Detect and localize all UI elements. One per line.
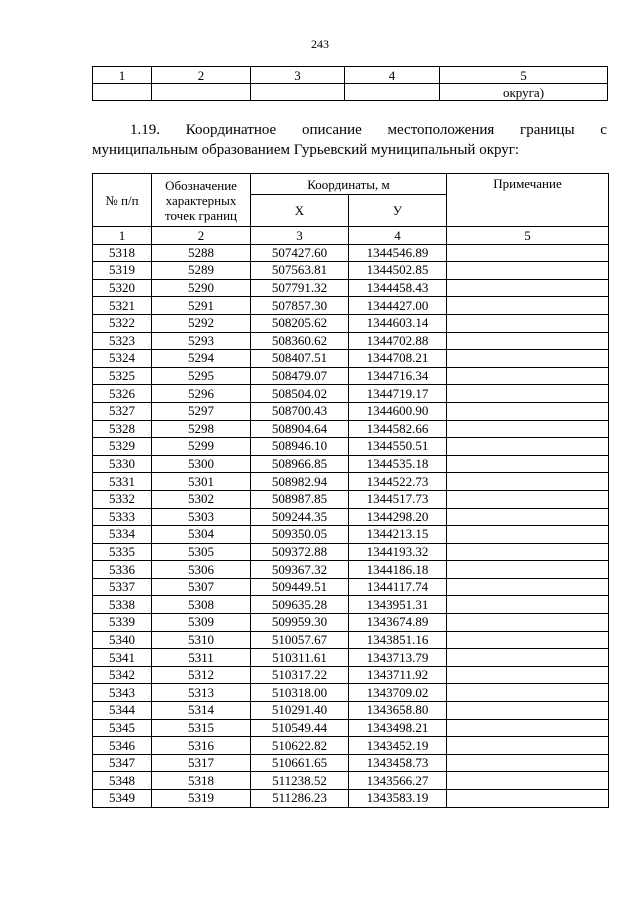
x-coordinate-cell: 510291.40 <box>251 702 349 720</box>
point-designation-cell: 5318 <box>152 772 251 790</box>
point-designation-cell: 5288 <box>152 244 251 262</box>
table-row <box>93 262 609 280</box>
note-cell <box>447 402 609 420</box>
y-coordinate-cell: 1343709.02 <box>349 684 447 702</box>
x-coordinate-cell: 508904.64 <box>251 420 349 438</box>
x-coordinate-cell: 510057.67 <box>251 631 349 649</box>
point-designation-cell: 5304 <box>152 526 251 544</box>
point-designation-cell: 5305 <box>152 543 251 561</box>
x-coordinate-cell: 507857.30 <box>251 297 349 315</box>
table-row <box>93 737 609 755</box>
point-number-cell: 5320 <box>93 279 152 297</box>
coordinates-table <box>92 173 609 808</box>
column-number: 3 <box>251 227 349 245</box>
y-coordinate-cell: 1343583.19 <box>349 790 447 808</box>
table-row <box>93 719 609 737</box>
point-number-cell: 5336 <box>93 561 152 579</box>
continuation-row <box>93 84 608 101</box>
x-coordinate-cell: 508946.10 <box>251 438 349 456</box>
x-coordinate-cell: 510661.65 <box>251 754 349 772</box>
note-cell <box>447 526 609 544</box>
y-coordinate-cell: 1344708.21 <box>349 350 447 368</box>
note-cell <box>447 350 609 368</box>
x-coordinate-cell: 508205.62 <box>251 314 349 332</box>
x-coordinate-cell: 508479.07 <box>251 367 349 385</box>
y-coordinate-cell: 1344427.00 <box>349 297 447 315</box>
point-designation-cell: 5309 <box>152 614 251 632</box>
y-coordinate-cell: 1344600.90 <box>349 402 447 420</box>
table-row <box>93 244 609 262</box>
table-row <box>93 473 609 491</box>
x-coordinate-cell: 508700.43 <box>251 402 349 420</box>
continuation-cell <box>93 84 152 101</box>
y-coordinate-cell: 1344213.15 <box>349 526 447 544</box>
x-coordinate-cell: 510318.00 <box>251 684 349 702</box>
point-designation-cell: 5290 <box>152 279 251 297</box>
point-number-cell: 5349 <box>93 790 152 808</box>
point-number-cell: 5331 <box>93 473 152 491</box>
header-coordinates: Координаты, м <box>251 174 447 195</box>
note-cell <box>447 684 609 702</box>
table-row <box>93 508 609 526</box>
point-designation-cell: 5299 <box>152 438 251 456</box>
x-coordinate-cell: 507791.32 <box>251 279 349 297</box>
point-number-cell: 5347 <box>93 754 152 772</box>
y-coordinate-cell: 1344298.20 <box>349 508 447 526</box>
column-number: 1 <box>93 227 152 245</box>
point-designation-cell: 5297 <box>152 402 251 420</box>
y-coordinate-cell: 1344716.34 <box>349 367 447 385</box>
point-designation-cell: 5307 <box>152 578 251 596</box>
point-designation-cell: 5302 <box>152 490 251 508</box>
note-cell <box>447 279 609 297</box>
column-number: 5 <box>447 227 609 245</box>
table-row <box>93 631 609 649</box>
x-coordinate-cell: 509635.28 <box>251 596 349 614</box>
point-number-cell: 5348 <box>93 772 152 790</box>
y-coordinate-cell: 1344550.51 <box>349 438 447 456</box>
y-coordinate-cell: 1344117.74 <box>349 578 447 596</box>
header-note: Примечание <box>447 174 609 227</box>
point-number-cell: 5326 <box>93 385 152 403</box>
continuation-header-row <box>93 67 608 84</box>
note-cell <box>447 332 609 350</box>
point-designation-cell: 5310 <box>152 631 251 649</box>
y-coordinate-cell: 1343674.89 <box>349 614 447 632</box>
header-point-number: № п/п <box>93 174 152 227</box>
point-number-cell: 5342 <box>93 666 152 684</box>
heading-word: границы <box>520 122 575 138</box>
y-coordinate-cell: 1344458.43 <box>349 279 447 297</box>
table-row <box>93 543 609 561</box>
note-cell <box>447 754 609 772</box>
y-coordinate-cell: 1343566.27 <box>349 772 447 790</box>
x-coordinate-cell: 508360.62 <box>251 332 349 350</box>
point-number-cell: 5324 <box>93 350 152 368</box>
y-coordinate-cell: 1344603.14 <box>349 314 447 332</box>
table-row <box>93 790 609 808</box>
page-number: 243 <box>311 37 329 51</box>
table-row <box>93 614 609 632</box>
table-row <box>93 702 609 720</box>
column-number: 4 <box>349 227 447 245</box>
point-designation-cell: 5293 <box>152 332 251 350</box>
section-heading-line-2: муниципальным образованием Гурьевский муниципальный округ: <box>92 142 520 158</box>
table-row <box>93 420 609 438</box>
point-designation-cell: 5300 <box>152 455 251 473</box>
note-cell <box>447 385 609 403</box>
y-coordinate-cell: 1343851.16 <box>349 631 447 649</box>
point-designation-cell: 5319 <box>152 790 251 808</box>
y-coordinate-cell: 1343458.73 <box>349 754 447 772</box>
point-number-cell: 5332 <box>93 490 152 508</box>
table-row <box>93 332 609 350</box>
y-coordinate-cell: 1344702.88 <box>349 332 447 350</box>
heading-word: местоположения <box>387 122 495 138</box>
y-coordinate-cell: 1344186.18 <box>349 561 447 579</box>
note-cell <box>447 297 609 315</box>
y-coordinate-cell: 1344193.32 <box>349 543 447 561</box>
point-designation-cell: 5298 <box>152 420 251 438</box>
point-number-cell: 5327 <box>93 402 152 420</box>
point-number-cell: 5335 <box>93 543 152 561</box>
y-coordinate-cell: 1343498.21 <box>349 719 447 737</box>
x-coordinate-cell: 509244.35 <box>251 508 349 526</box>
note-cell <box>447 262 609 280</box>
table-row <box>93 314 609 332</box>
table-row <box>93 455 609 473</box>
note-cell <box>447 596 609 614</box>
point-number-cell: 5321 <box>93 297 152 315</box>
point-number-cell: 5338 <box>93 596 152 614</box>
point-number-cell: 5341 <box>93 649 152 667</box>
x-coordinate-cell: 507427.60 <box>251 244 349 262</box>
table-row <box>93 490 609 508</box>
continuation-cell <box>345 84 440 101</box>
x-coordinate-cell: 508407.51 <box>251 350 349 368</box>
coordinates-table-body <box>93 244 609 807</box>
y-coordinate-cell: 1344502.85 <box>349 262 447 280</box>
table-row <box>93 526 609 544</box>
column-number: 2 <box>152 227 251 245</box>
note-cell <box>447 508 609 526</box>
point-designation-cell: 5303 <box>152 508 251 526</box>
note-cell <box>447 737 609 755</box>
continuation-cell <box>251 84 345 101</box>
point-designation-cell: 5306 <box>152 561 251 579</box>
table-row <box>93 684 609 702</box>
heading-word: 1.19. <box>130 122 160 138</box>
x-coordinate-cell: 509350.05 <box>251 526 349 544</box>
point-number-cell: 5322 <box>93 314 152 332</box>
point-number-cell: 5318 <box>93 244 152 262</box>
point-designation-cell: 5308 <box>152 596 251 614</box>
note-cell <box>447 543 609 561</box>
heading-word: Координатное <box>185 122 277 138</box>
note-cell <box>447 772 609 790</box>
point-designation-cell: 5301 <box>152 473 251 491</box>
x-coordinate-cell: 510317.22 <box>251 666 349 684</box>
point-designation-cell: 5314 <box>152 702 251 720</box>
table-row <box>93 402 609 420</box>
continuation-header-cell: 4 <box>345 67 440 84</box>
point-designation-cell: 5291 <box>152 297 251 315</box>
point-designation-cell: 5316 <box>152 737 251 755</box>
note-cell <box>447 367 609 385</box>
point-number-cell: 5334 <box>93 526 152 544</box>
note-cell <box>447 561 609 579</box>
note-cell <box>447 455 609 473</box>
column-number-row <box>93 227 609 245</box>
x-coordinate-cell: 509449.51 <box>251 578 349 596</box>
note-cell <box>447 666 609 684</box>
table-row <box>93 385 609 403</box>
table-row <box>93 297 609 315</box>
table-row <box>93 649 609 667</box>
continuation-cell: округа) <box>440 84 608 101</box>
continuation-header-cell: 2 <box>152 67 251 84</box>
note-cell <box>447 790 609 808</box>
y-coordinate-cell: 1343713.79 <box>349 649 447 667</box>
point-number-cell: 5319 <box>93 262 152 280</box>
point-designation-cell: 5311 <box>152 649 251 667</box>
heading-word: с <box>600 122 607 138</box>
note-cell <box>447 719 609 737</box>
table-row <box>93 596 609 614</box>
header-row-1 <box>93 174 609 195</box>
note-cell <box>447 314 609 332</box>
heading-word: описание <box>301 122 362 138</box>
point-number-cell: 5345 <box>93 719 152 737</box>
point-number-cell: 5333 <box>93 508 152 526</box>
point-number-cell: 5330 <box>93 455 152 473</box>
table-row <box>93 350 609 368</box>
x-coordinate-cell: 508966.85 <box>251 455 349 473</box>
x-coordinate-cell: 509372.88 <box>251 543 349 561</box>
point-number-cell: 5337 <box>93 578 152 596</box>
note-cell <box>447 438 609 456</box>
point-number-cell: 5339 <box>93 614 152 632</box>
table-row <box>93 279 609 297</box>
y-coordinate-cell: 1344522.73 <box>349 473 447 491</box>
x-coordinate-cell: 507563.81 <box>251 262 349 280</box>
x-coordinate-cell: 509367.32 <box>251 561 349 579</box>
y-coordinate-cell: 1344719.17 <box>349 385 447 403</box>
x-coordinate-cell: 509959.30 <box>251 614 349 632</box>
point-number-cell: 5325 <box>93 367 152 385</box>
point-number-cell: 5329 <box>93 438 152 456</box>
continuation-cell <box>152 84 251 101</box>
note-cell <box>447 578 609 596</box>
table-row <box>93 666 609 684</box>
table-row <box>93 772 609 790</box>
continuation-table <box>92 66 608 101</box>
table-row <box>93 754 609 772</box>
table-row <box>93 438 609 456</box>
point-number-cell: 5343 <box>93 684 152 702</box>
note-cell <box>447 473 609 491</box>
y-coordinate-cell: 1344517.73 <box>349 490 447 508</box>
y-coordinate-cell: 1343658.80 <box>349 702 447 720</box>
point-designation-cell: 5315 <box>152 719 251 737</box>
point-designation-cell: 5313 <box>152 684 251 702</box>
y-coordinate-cell: 1343711.92 <box>349 666 447 684</box>
point-number-cell: 5323 <box>93 332 152 350</box>
continuation-header-cell: 5 <box>440 67 608 84</box>
x-coordinate-cell: 510622.82 <box>251 737 349 755</box>
point-designation-cell: 5295 <box>152 367 251 385</box>
point-number-cell: 5346 <box>93 737 152 755</box>
x-coordinate-cell: 511286.23 <box>251 790 349 808</box>
point-designation-cell: 5292 <box>152 314 251 332</box>
point-number-cell: 5340 <box>93 631 152 649</box>
x-coordinate-cell: 508504.02 <box>251 385 349 403</box>
header-x: X <box>251 195 349 227</box>
x-coordinate-cell: 508987.85 <box>251 490 349 508</box>
x-coordinate-cell: 511238.52 <box>251 772 349 790</box>
section-heading-line-1 <box>92 120 607 140</box>
note-cell <box>447 631 609 649</box>
note-cell <box>447 490 609 508</box>
point-designation-cell: 5296 <box>152 385 251 403</box>
point-number-cell: 5328 <box>93 420 152 438</box>
note-cell <box>447 702 609 720</box>
note-cell <box>447 244 609 262</box>
header-y: У <box>349 195 447 227</box>
note-cell <box>447 649 609 667</box>
y-coordinate-cell: 1344546.89 <box>349 244 447 262</box>
continuation-header-cell: 1 <box>93 67 152 84</box>
y-coordinate-cell: 1344535.18 <box>349 455 447 473</box>
x-coordinate-cell: 510549.44 <box>251 719 349 737</box>
y-coordinate-cell: 1343452.19 <box>349 737 447 755</box>
continuation-header-cell: 3 <box>251 67 345 84</box>
x-coordinate-cell: 508982.94 <box>251 473 349 491</box>
x-coordinate-cell: 510311.61 <box>251 649 349 667</box>
table-row <box>93 561 609 579</box>
table-row <box>93 367 609 385</box>
point-designation-cell: 5317 <box>152 754 251 772</box>
note-cell <box>447 614 609 632</box>
y-coordinate-cell: 1344582.66 <box>349 420 447 438</box>
point-designation-cell: 5294 <box>152 350 251 368</box>
point-number-cell: 5344 <box>93 702 152 720</box>
note-cell <box>447 420 609 438</box>
y-coordinate-cell: 1343951.31 <box>349 596 447 614</box>
header-point-designation: Обозначение характерных точек границ <box>152 174 251 227</box>
section-heading <box>92 120 607 160</box>
point-designation-cell: 5289 <box>152 262 251 280</box>
point-designation-cell: 5312 <box>152 666 251 684</box>
table-row <box>93 578 609 596</box>
